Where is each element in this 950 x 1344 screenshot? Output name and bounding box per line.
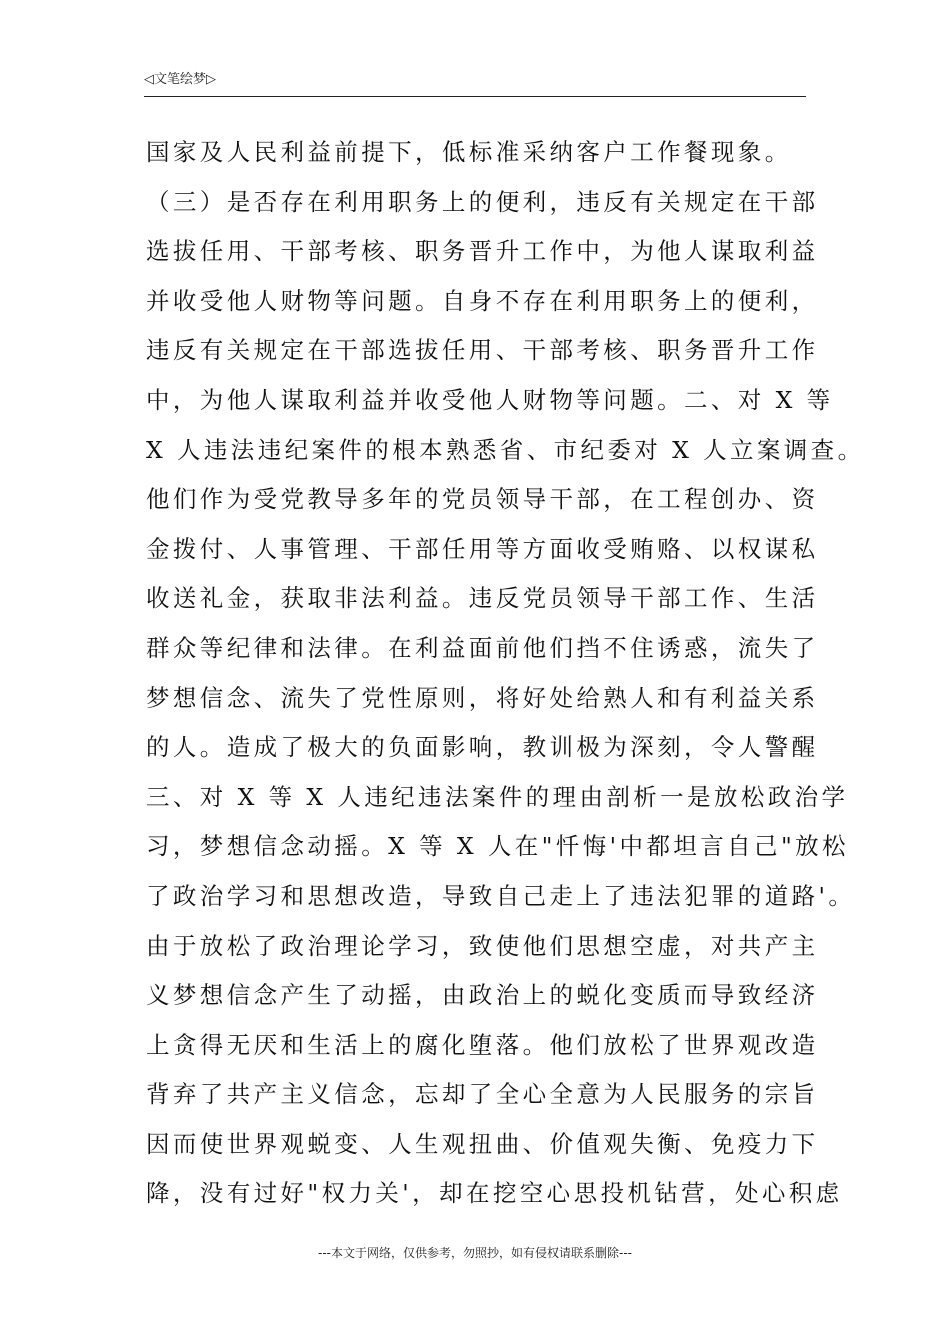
text-line: 国家及人民利益前提下，低标准采纳客户工作餐现象。 xyxy=(146,138,792,166)
text-line: X 人违法违纪案件的根本熟悉省、市纪委对 X 人立案调查。 xyxy=(146,435,865,464)
text-line: 的人。造成了极大的负面影响，教训极为深刻，令人警醒 xyxy=(146,733,819,762)
text-line: 违反有关规定在干部选拔任用、干部考核、职务晋升工作 xyxy=(146,336,819,365)
text-line: 中，为他人谋取利益并收受他人财物等问题。二、对 X 等 xyxy=(146,385,834,414)
text-line: （三）是否存在利用职务上的便利，违反有关规定在干部 xyxy=(146,187,819,216)
text-line: 选拔任用、干部考核、职务晋升工作中，为他人谋取利益 xyxy=(146,237,819,266)
page-header: ◁文笔绘梦▷ xyxy=(144,72,216,87)
text-line: 他们作为受党教导多年的党员领导干部，在工程创办、资 xyxy=(146,485,819,514)
text-line: 由于放松了政治理论学习，致使他们思想空虚，对共产主 xyxy=(146,931,819,960)
text-line: 金拨付、人事管理、干部任用等方面收受贿赂、以权谋私 xyxy=(146,534,819,563)
text-line: 上贪得无厌和生活上的腐化堕落。他们放松了世界观改造 xyxy=(146,1030,819,1059)
text-line: 义梦想信念产生了动摇，由政治上的蜕化变质而导致经济 xyxy=(146,981,819,1010)
text-line: 习，梦想信念动摇。X 等 X 人在"忏悔'中都坦言自己"放松 xyxy=(146,832,849,861)
text-line: 三、对 X 等 X 人违纪违法案件的理由剖析一是放松政治学 xyxy=(146,782,849,811)
text-line: 背弃了共产主义信念，忘却了全心全意为人民服务的宗旨 xyxy=(146,1080,819,1109)
document-body xyxy=(146,128,865,1219)
text-line: 并收受他人财物等问题。自身不存在利用职务上的便利， xyxy=(146,286,819,315)
text-line: 降，没有过好"权力关'，却在挖空心思投机钻营，处心积虑 xyxy=(146,1179,843,1208)
text-line: 了政治学习和思想改造，导致自己走上了违法犯罪的道路'。 xyxy=(146,881,856,910)
text-line: 收送礼金，获取非法利益。违反党员领导干部工作、生活 xyxy=(146,584,819,613)
page-footer: ---本文于网络，仅供参考，勿照抄，如有侵权请联系删除--- xyxy=(318,1246,632,1260)
text-line: 因而使世界观蜕变、人生观扭曲、价值观失衡、免疫力下 xyxy=(146,1129,819,1158)
header-divider xyxy=(144,96,806,97)
text-line: 群众等纪律和法律。在利益面前他们挡不住诱惑，流失了 xyxy=(146,633,819,662)
text-line: 梦想信念、流失了党性原则，将好处给熟人和有利益关系 xyxy=(146,683,819,712)
